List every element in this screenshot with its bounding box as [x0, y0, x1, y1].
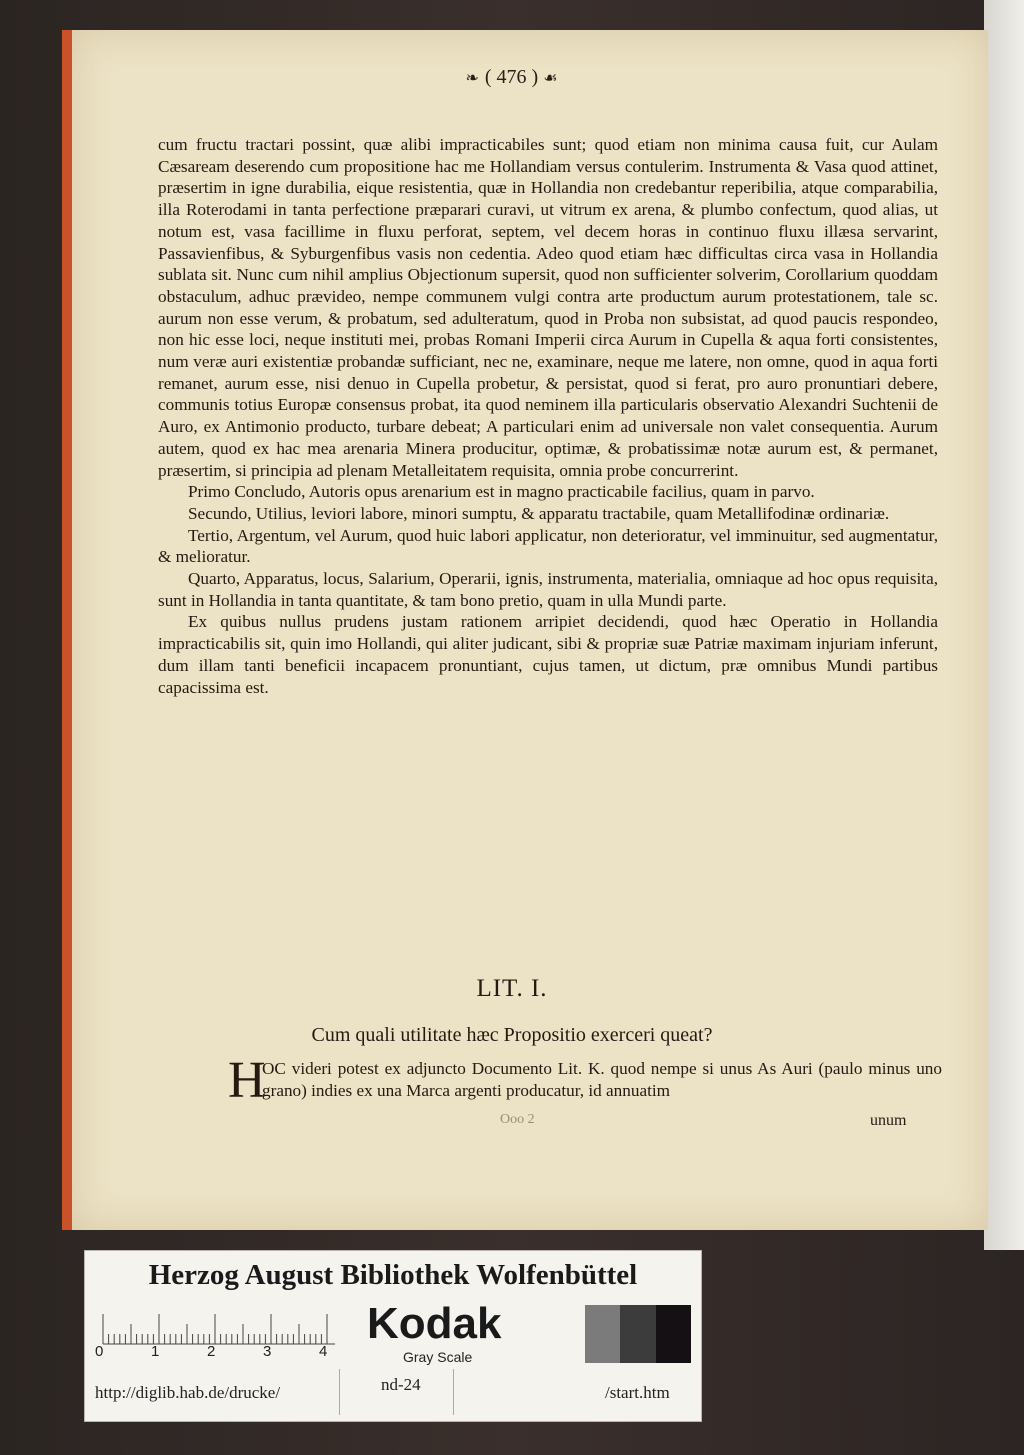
- catchword: unum: [870, 1112, 907, 1129]
- paragraph-tertio: Tertio, Argentum, vel Aurum, quod huic labori applicatur, non deterioratur, vel imminuitur, sed augmentatur, & melioratur.: [158, 525, 938, 567]
- paragraph-primo: Primo Concludo, Autoris opus arenarium est in magno practicabile facilius, quam in parvo.: [188, 482, 815, 502]
- url-suffix: /start.htm: [605, 1383, 670, 1402]
- gray-swatches: [549, 1305, 691, 1363]
- page-number: ( 476 ): [484, 66, 539, 88]
- label-divider: [339, 1369, 340, 1415]
- drop-cap: H: [228, 1052, 266, 1109]
- swatch-mid-gray: [585, 1305, 621, 1363]
- ruler-numbers: [95, 1343, 335, 1363]
- paragraph-main: cum fructu tractari possint, quæ alibi impracticabiles sunt; quod etiam non minima causa fuit, cur Aulam Cæsaream deserendo cum propositione hac me Hollandiam versus contulerim. Instrumenta & Vasa quod attinet, præsertim in igne durabilia, eique resistentia, quæ in Hollandia non credebantur reperibilia, atque comparabilia, illa Roterodami in tanta perfectione præparari curavi, ut vitrum ex arena, & plumbo confectum, quod alias, ut notum est, vasa facillime in fluxu perforat, septem, vel decem horas in continuo fluxu illæsa servarint, Passavienfibus, & Syburgenfibus vasis non cedentia. Adeo quod etiam hæc difficultas circa vasa in Hollandia sublata sit. Nunc cum nihil amplius Objectionum supersit, quod non sufficienter solverim, Corollarium quoddam obstaculum, adhuc prævideo, nempe communem vulgi contra arte productum aurum protestationem, tale sc. aurum non esse verum, & probatum, sed adulteratum, quod in Proba non subsistat, ad quod paucis respondeo, non hic esse loci, neque instituti mei, probas Romani Imperii circa Aurum in Cupella & aqua forti consistentes, num veræ auri existentiæ probandæ sufficiant, nec ne, examinare, neque me latere, non omne, quod in aqua forti remanet, aurum esse, nisi denuo in Cupella probetur, & persistat, quod si ferat, pro auro pronuntiari debere, communis totius Europæ consensus probat, ita quod neminem illa particularis observatio Alexandri Suchtenii de Auro, ex Antimonio producto, turbare debeat; A particulari enim ad universale non valet consequentia. Aurum autem, quod ex hac mea arenaria Minera producitur, optimæ, & probatissimæ notæ aurum est, & permanet, præsertim, si principia ad plenam Metalleitatem requisita, omnia probe concurrerint.: [158, 135, 938, 480]
- ruler-icon: [99, 1306, 339, 1346]
- url-item-id: nd-24: [381, 1375, 421, 1394]
- kodak-logo: Kodak: [367, 1299, 502, 1348]
- ornament-left-icon: ❧: [465, 70, 480, 87]
- ornament-right-icon: ☙: [543, 70, 559, 87]
- library-name: Herzog August Bibliothek Wolfenbüttel: [148, 1259, 638, 1291]
- adjacent-page-edge: [984, 0, 1024, 1250]
- url-prefix: http://diglib.hab.de/drucke/: [95, 1383, 281, 1402]
- label-divider: [453, 1369, 454, 1415]
- ruler-number: 4: [319, 1343, 328, 1360]
- section-title: LIT. I.: [476, 975, 548, 1002]
- swatch-black: [656, 1305, 692, 1363]
- library-color-target-label: [84, 1250, 702, 1422]
- page-header: [0, 66, 1024, 89]
- signature-mark: Ooo 2: [500, 1112, 535, 1127]
- swatch-dark-gray: [620, 1305, 656, 1363]
- ruler-number: 3: [263, 1343, 272, 1360]
- paragraph-quarto: Quarto, Apparatus, locus, Salarium, Operarii, ignis, instrumenta, materialia, omniaque ad hoc opus requisita, sunt in Hollandia in tanta quantitate, & tam bono pretio, quam in ulla Mundi parte.: [158, 569, 938, 610]
- paragraph-secundo: Secundo, Utilius, leviori labore, minori sumptu, & apparatu tractabile, quam Metallifodinæ ordinariæ.: [188, 503, 890, 523]
- section-question: Cum quali utilitate hæc Propositio exerceri queat?: [311, 1024, 713, 1046]
- swatch-white: [549, 1305, 585, 1363]
- grayscale-caption: Gray Scale: [403, 1349, 473, 1365]
- final-paragraph-text: OC videri potest ex adjuncto Documento Lit. K. quod nempe si unus As Auri (paulo minus uno grano) indies ex una Marca argenti producatur, id annuatim: [262, 1059, 942, 1100]
- final-paragraph: [230, 1058, 942, 1101]
- paragraph-conclusion: Ex quibus nullus prudens justam rationem arripiet decidendi, quod hæc Operatio in Hollandia impracticabilis sit, quin imo Hollandi, qui aliter judicant, sibi & propriæ suæ Patriæ maximam injuriam inferunt, dum illam tanti beneficii incapacem pronuntiant, cujus tamen, ut dictum, præ omnibus Mundi partibus capacissima est.: [158, 612, 938, 697]
- ruler-number: 2: [207, 1343, 216, 1360]
- ruler-number: 1: [151, 1343, 160, 1360]
- ruler-number: 0: [95, 1343, 104, 1360]
- body-text: [158, 134, 938, 698]
